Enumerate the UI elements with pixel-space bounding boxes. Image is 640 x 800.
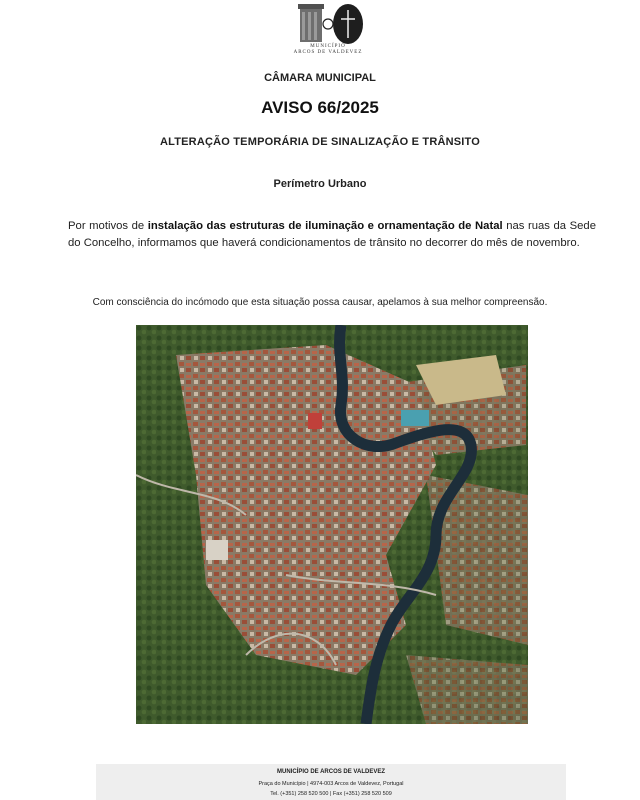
- body-text-bold: instalação das estruturas de iluminação e ornamentação de Natal: [147, 220, 503, 232]
- logo-caption-line2: ARCOS DE VALDEVEZ: [293, 50, 363, 55]
- organization-name: CÂMARA MUNICIPAL: [264, 72, 376, 84]
- footer-address: Praça do Município | 4974-003 Arcos de Valdevez, Portugal: [258, 781, 404, 787]
- apology-text: Com consciência do incómodo que esta situação possa causar, apelamos à sua melhor compreensão.: [92, 297, 548, 308]
- notice-body: [68, 218, 596, 252]
- logo-caption: [282, 44, 374, 56]
- logo-caption-line1: MUNICÍPIO: [310, 44, 346, 49]
- notice-area: Perímetro Urbano: [273, 178, 367, 190]
- footer: [96, 764, 566, 800]
- aerial-map-photo: [136, 325, 528, 724]
- body-text-end: nas ruas da Sede do Concelho, informamos que haverá condicionamentos de trânsito no decorrer do mês de novembro.: [68, 220, 596, 249]
- footer-contacts: Tel. (+351) 258 520 500 | Fax (+351) 258 520 509: [270, 791, 392, 797]
- notice-subject: ALTERAÇÃO TEMPORÁRIA DE SINALIZAÇÃO E TRÂNSITO: [159, 136, 481, 148]
- notice-title: AVISO 66/2025: [261, 98, 379, 117]
- footer-name: MUNICÍPIO DE ARCOS DE VALDEVEZ: [276, 769, 385, 775]
- body-text-start: Por motivos de: [68, 220, 148, 232]
